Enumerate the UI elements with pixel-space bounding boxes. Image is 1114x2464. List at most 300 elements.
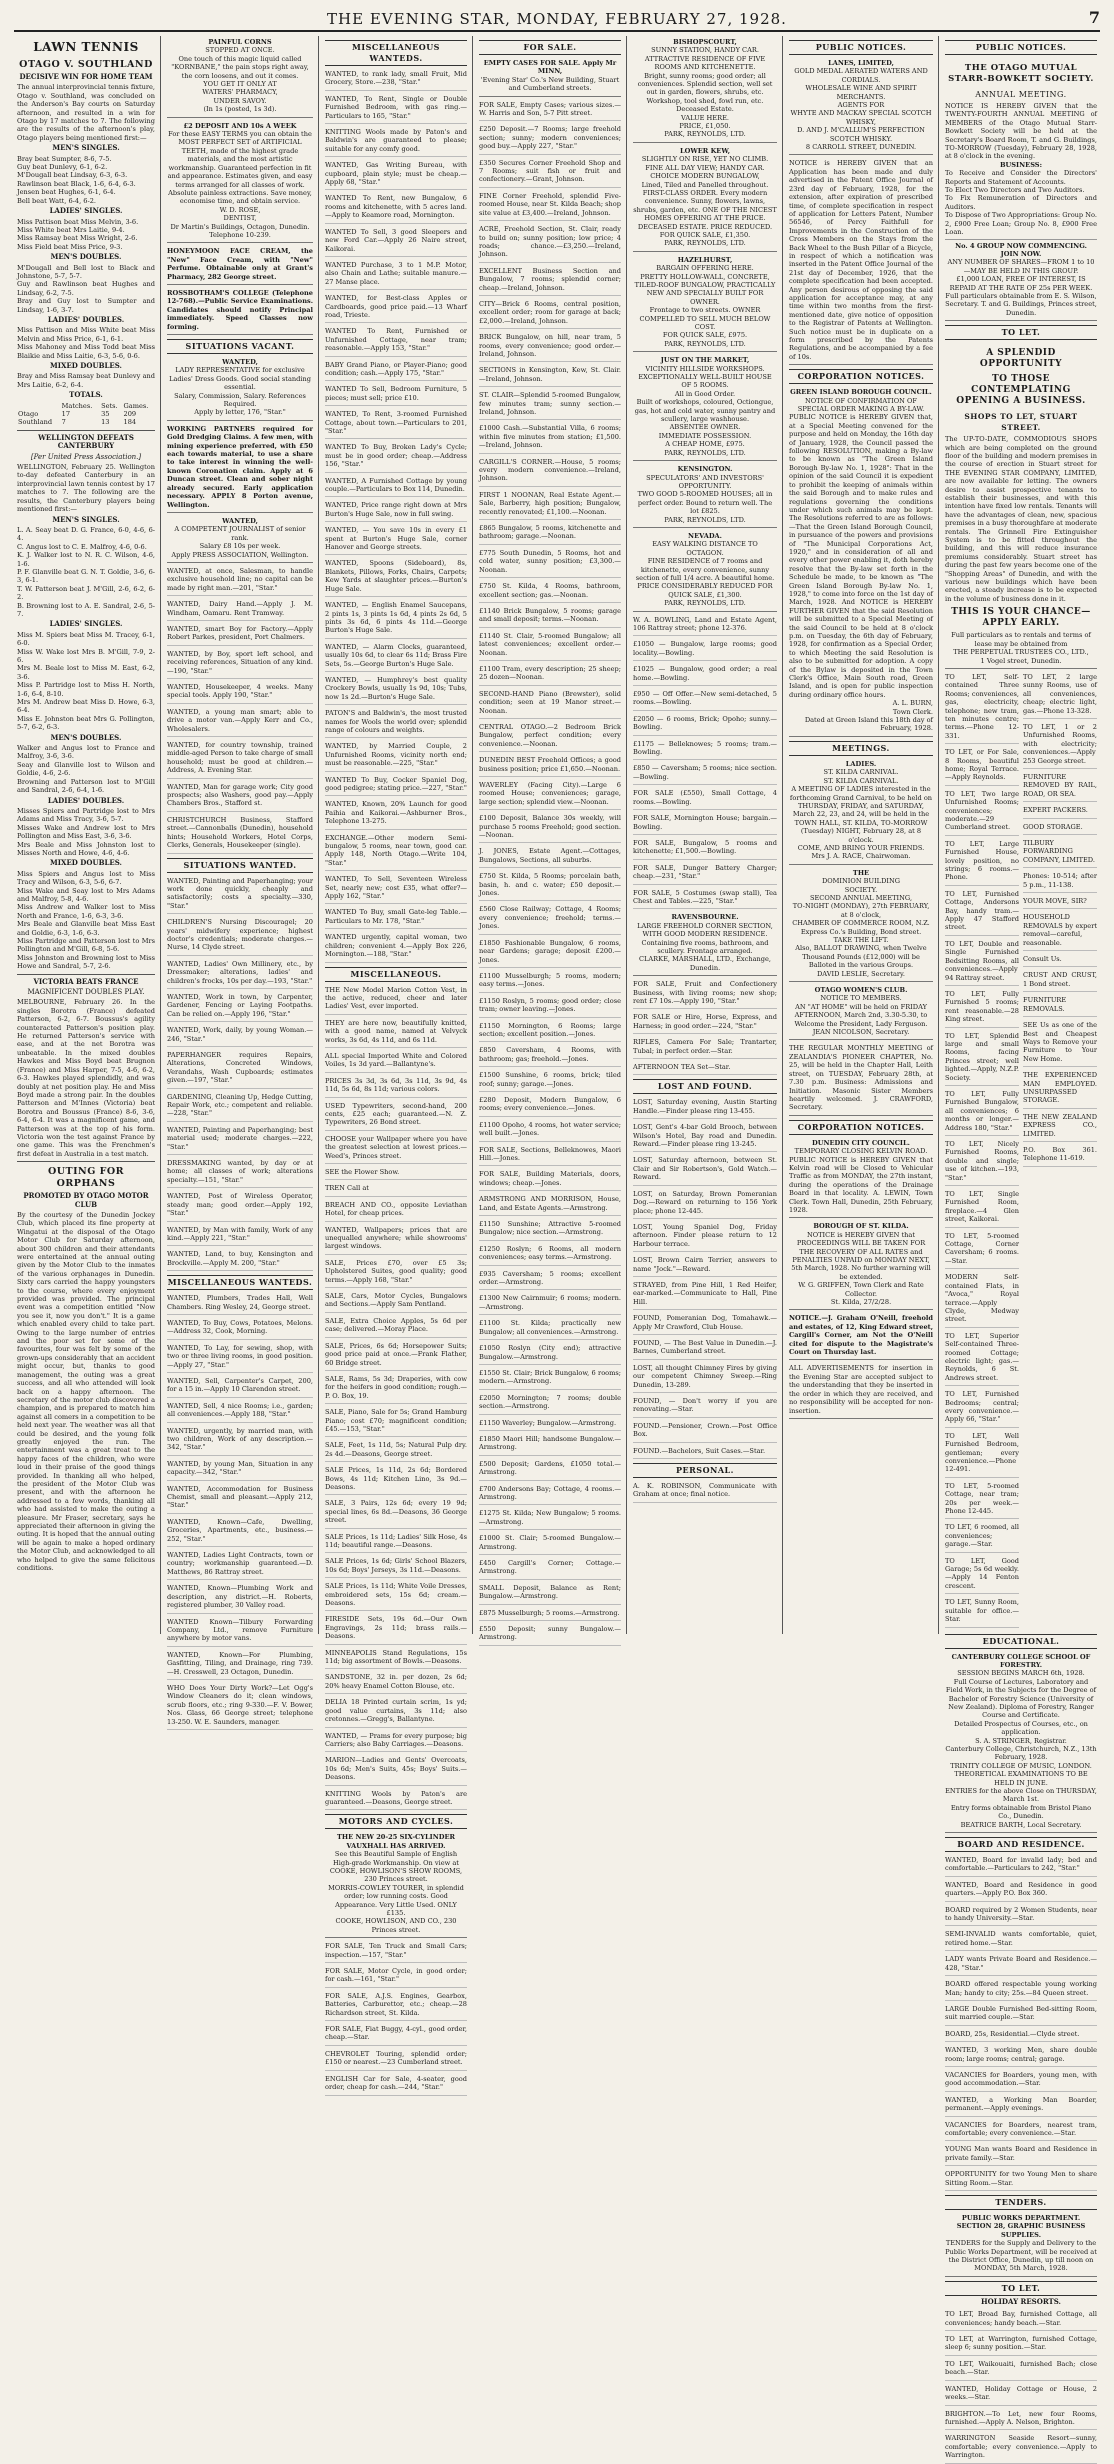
ad-working-partners xyxy=(167,423,313,513)
headline-lawn-tennis: LAWN TENNIS xyxy=(33,40,139,54)
ad-nevada xyxy=(633,530,777,612)
section-title: LADIES' DOUBLES. xyxy=(47,795,125,805)
classified-item: £560 Close Railway; Cottage, 4 Rooms; every convenience; freehold; terms.—Jones. xyxy=(479,903,621,934)
classified-item: CARGILL'S CORNER.—House, 5 rooms; every modern convenience.—Ireland, Johnson. xyxy=(479,456,621,487)
classified-item: BREACH AND CO., opposite Leviathan Hotel, for cheap prices. xyxy=(325,1199,467,1222)
classified-item: FOR SALE, Bungalow, 5 rooms and kitchenette; £1,500.—Bowling. xyxy=(633,837,777,860)
classified-item: FOR SALE, Ten Truck and Small Cars; inspection.—157, "Star." xyxy=(325,1940,467,1963)
ad-line: RAVENSBOURNE. xyxy=(671,913,739,922)
classified-item: EXCHANGE.—Other modern Semi-bungalow, 5 rooms, near town, good car. Apply 148, North Otago.—Write 104, "Star." xyxy=(325,832,467,872)
classified-item: FIRST 1 NOONAN, Real Estate Agent.—Sale, Barberry, high position; Bungalow, recently renovated; £1,100.—Noonan. xyxy=(479,489,621,520)
ad-line: TRINITY COLLEGE OF MUSIC, LONDON. xyxy=(950,1761,1092,1770)
totals-cell: 7 xyxy=(61,418,66,427)
classified-item: BOARD offered respectable young working Man; handy to city; 25s.—84 Queen street. xyxy=(945,1978,1097,2001)
result-line: Jensen beat Hughes, 6-1, 6-4. xyxy=(17,188,116,197)
ad-line: Mrs J. A. RACE, Chairwoman. xyxy=(811,852,911,861)
classified-item: SALE, Rams, 5s 3d; Draperies, with cow for the heifers in good condition; rough.—P. O. Box, 19. xyxy=(325,1373,467,1404)
masthead-title: THE EVENING STAR, MONDAY, FEBRUARY 27, 1928. xyxy=(327,10,787,28)
classified-item: FIRESIDE Sets, 19s 6d.—Our Own Engravings, 2s 11d; brass rails.—Deasons. xyxy=(325,1613,467,1644)
classified-item: £500 Deposit; Gardens, £1050 total.—Armstrong. xyxy=(479,1458,621,1481)
headline-orphans: OUTING FOR ORPHANS xyxy=(47,1166,125,1190)
result-line: Miss Field beat Miss Price, 9-3. xyxy=(17,242,123,251)
classified-item: WANTED, Price range right down at Mrs Burton's Huge Sale, now in full swing. xyxy=(325,499,467,522)
section-title: LADIES' DOUBLES. xyxy=(47,314,125,324)
ad-line: GOLD MEDAL AERATED WATERS AND CORDIALS. xyxy=(794,67,928,84)
ad-line: TO-NIGHT (MONDAY), 27th FEBRUARY, at 8 o'clock, xyxy=(792,902,930,919)
classified-item: SALE, Cars, Motor Cycles, Bungalows and Sections.—Apply Sam Pentland. xyxy=(325,1290,467,1313)
classified-item: LOST, Brown Cairn Terrier, answers to name "Jock."—Reward. xyxy=(633,1254,777,1277)
ad-line: SPECULATORS' AND INVESTORS' OPPORTUNITY. xyxy=(646,473,764,490)
classified-item: WANTED Purchase, 3 to 1 M.P. Motor, also Chain and Lathe; suitable manure.—27 Manse place. xyxy=(325,259,467,290)
ad-line: WATERS' PHARMACY, xyxy=(202,88,278,97)
ad-line: A CHEAP HOME, £975. xyxy=(665,440,745,449)
ad-line: GREEN ISLAND BOROUGH COUNCIL. xyxy=(790,388,932,397)
classified-item: £1850 Maori Hill; handsome Bungalow.—Armstrong. xyxy=(479,1433,621,1456)
result-line: Bray and Miss Ramsay beat Dunlevy and Mrs Laitie, 6-2, 6-4. xyxy=(17,372,155,389)
classified-item: TO LET, Furnished Bedrooms; central; every convenience.—Apply 66, "Star." xyxy=(945,1388,1019,1428)
ad-line: S. A. STRINGER, Registrar. xyxy=(975,1736,1067,1745)
ad-line: DOMINION BUILDING xyxy=(821,877,900,886)
classified-item: SECTIONS in Kensington, Kew, St. Clair.—Ireland, Johnson. xyxy=(479,364,621,387)
result-line: Miss Pattison beat Miss Melvin, 3-6. xyxy=(17,217,139,226)
ad-line: PARK, REYNOLDS, LTD. xyxy=(664,599,746,608)
classified-item: MINNEAPOLIS Stand Regulations, 15s 11d; big assortment of Bowls.—Deasons. xyxy=(325,1647,467,1670)
classified-item: TO LET, at Warrington, furnished Cottage, sleep 6; sunny position.—Star. xyxy=(945,2333,1097,2356)
ad-lanes-limited xyxy=(789,57,933,155)
ad-tenders xyxy=(945,2212,1097,2277)
classified-item: CITY—Brick 6 Rooms, central position, excellent order; room for garage at back; £2,000.—Ireland, Johnson. xyxy=(479,298,621,329)
classified-item: RIFLES, Camera For Sale; Trantarter, Tubal; in perfect order.—Star. xyxy=(633,1036,777,1059)
ad-line: DUNEDIN CITY COUNCIL. xyxy=(812,1138,910,1147)
ad-kensington xyxy=(633,463,777,528)
classified-item: WANTED, for country township, trained middle-aged Person to take charge of small household; must be good at children.—Address, A. Evening Star. xyxy=(167,739,313,779)
ad-line: PARK, REYNOLDS, LTD. xyxy=(664,239,746,248)
classified-item: £1550 St. Clair; Brick Bungalow, 6 rooms; modern.—Armstrong. xyxy=(479,1367,621,1390)
heading-situations-vacant: SITUATIONS VACANT. xyxy=(167,339,313,354)
ad-line: COME, AND BRING YOUR FRIENDS. xyxy=(797,843,925,852)
classified-item: WARRINGTON Seaside Resort—sunny, comfortable; every convenience.—Apply to Warrington. xyxy=(945,2432,1097,2463)
result-line: Misses Spiers and Partridge lost to Mrs Adams and Miss Tracy, 3-6, 5-7. xyxy=(17,806,155,824)
ad-line: 230 Princes street. xyxy=(364,1875,428,1884)
classified-item: LOST, all thought Chimney Fires by giving our competent Chimney Sweep.—Ring Dunedin, 13-289. xyxy=(633,1362,777,1393)
result-line: Miss P. Partridge lost to Miss H. North, 1-6, 6-4, 8-10. xyxy=(17,681,155,698)
ad-line: TAKE THE LIFT. xyxy=(833,936,889,944)
ad-line: Full Course of Lectures, Laboratory and Field Work, in the Subjects for the Degree of Bachelor of Forestry Science (University of New Zealand). Diploma of Forestry, Ranger Course and Certificate. xyxy=(945,1677,1097,1720)
classified-item: FOUND.—Pensioner, Crown.—Post Office Box. xyxy=(633,1420,777,1443)
classified-item: BRICK Bungalow, on hill, near tram, 5 rooms, every convenience; good order.—Ireland, Johnson. xyxy=(479,331,621,362)
classified-item: J. JONES, Estate Agent.—Cottages, Bungalows, Sections, all suburbs. xyxy=(479,845,621,868)
totals-cell: 35 xyxy=(101,410,110,419)
classified-item: LARGE Double Furnished Bed-sitting Room, suit married couple.—Star. xyxy=(945,2003,1097,2026)
column-rule xyxy=(782,36,783,1634)
totals-cell: 184 xyxy=(123,418,137,427)
ad-just-on-market xyxy=(633,354,777,461)
classified-item: WANTED, Sell, Carpenter's Carpet, 200, for a 15 in.—Apply 10 Clarendon street. xyxy=(167,1375,313,1398)
classified-item: £1100 Opoho, 4 rooms, hot water service; well built.—Jones. xyxy=(479,1119,621,1142)
ad-line: BOROUGH OF ST. KILDA. xyxy=(813,1222,909,1231)
classified-item: WANTED, — You save 10s in every £1 spent at Burton's Huge Sale, corner Hanover and George streets. xyxy=(325,524,467,555)
totals-cell: 17 xyxy=(61,410,71,419)
classified-item: CRUST AND CRUST, 1 Bond street. xyxy=(1023,969,1097,992)
section-title: MIXED DOUBLES. xyxy=(50,858,122,868)
ad-line: CANTERBURY COLLEGE SCHOOL OF FORESTRY. xyxy=(951,1652,1091,1669)
ad-line: LARGE FREEHOLD CORNER SECTION, WITH GOOD MODERN RESIDENCE. xyxy=(637,921,773,939)
classified-item: £950 — Off Offer.—New semi-detached, 5 rooms.—Bowling. xyxy=(633,688,777,711)
classified-item: WANTED, Gas Writing Bureau, with cupboard, plain style; must be cheap.—Apply 68, "Star." xyxy=(325,159,467,190)
ad-educational xyxy=(945,1651,1097,1834)
classified-item: TO LET, Fully Furnished Bungalow, all conveniences; 6 months or longer.—Address 180, "Star." xyxy=(945,1088,1019,1136)
heading-misc-wanteds: MISCELLANEOUS WANTEDS. xyxy=(325,40,467,66)
classified-list xyxy=(945,671,1019,1630)
classified-item: GOOD STORAGE. xyxy=(1023,821,1097,835)
classified-item: ACRE, Freehold Section, St. Clair, ready to build on; sunny position; low price; 4 roads; chance.—£3,250.—Ireland, Johnson. xyxy=(479,223,621,263)
chance-heading: THIS IS YOUR CHANCE—APPLY EARLY. xyxy=(951,607,1091,629)
classified-item: Phones: 10-514; after 5 p.m., 11-138. xyxy=(1023,870,1097,893)
section-title: MEN'S DOUBLES. xyxy=(50,732,122,742)
heading-public-notices: PUBLIC NOTICES. xyxy=(945,40,1097,55)
result-line: Browning and Patterson lost to M'Gill and Sandral, 2-6, 6-4, 1-6. xyxy=(17,777,155,795)
classified-item: WANTED To Buy, small Gate-leg Table.—Particulars to Mr. 178, "Star." xyxy=(325,906,467,929)
classified-item: THEY are here now, beautifully knitted, with a good name, named at Velvyck works, 3s 6d, 4s 11d, and 6s 11d. xyxy=(325,1017,467,1048)
classified-item: SALE Prices, 1s 11d; Ladies' Silk Hose, 4s 11d; beautiful range.—Deasons. xyxy=(325,1531,467,1554)
classified-item: FOR SALE, A.J.S. Engines, Gearbox, Batteries, Carburettor, etc.; cheap.—28 Richardson street, St. Kilda. xyxy=(325,1990,467,2021)
signature-line: Town Clerk. xyxy=(892,707,933,716)
classified-item: MODERN Self-contained Flats, in "Avoca," Royal terrace.—Apply Clyde, Medway street. xyxy=(945,1271,1019,1327)
classified-item: VACANCIES for Boarders, young men, with good accommodation.—Star. xyxy=(945,2069,1097,2092)
ad-line: W. D. ROSE, xyxy=(219,205,261,214)
classified-item: £350 Secures Corner Freehold Shop and 7 Rooms; suit fish or fruit and confectionery.—Grant, Johnson. xyxy=(479,157,621,188)
classified-item: TO LET, Waikouaiti, furnished Bach; close beach.—Star. xyxy=(945,2358,1097,2381)
column-2 xyxy=(162,36,318,1726)
classified-item: WANTED, Known—Plumbing Work and description, any district.—H. Roberts, registered plumber, 30 Valley road. xyxy=(167,1582,313,1613)
classified-item: TO LET, Large Furnished House, lovely position, no strings; 6 rooms.—Phone. xyxy=(945,838,1019,886)
group-line: JOIN NOW. xyxy=(1000,249,1042,258)
heading-public-notices: PUBLIC NOTICES. xyxy=(789,40,933,55)
classified-item: WANTED To Sell, Bedroom Furniture, 5 pieces; must sell; price £10. xyxy=(325,383,467,406)
ad-line: SECOND ANNUAL MEETING, xyxy=(809,893,913,902)
classified-item: £1150 Waverley; Bungalow.—Armstrong. xyxy=(479,1417,621,1431)
ad-line: Salary £8 10s per week. xyxy=(199,542,281,551)
classified-item: FOUND, — The Best Value in Dunedin.—J. Barnes, Cumberland street. xyxy=(633,1337,777,1360)
totals-head: Games. xyxy=(123,401,149,410)
classified-item: WANTED, Dairy Hand.—Apply J. M. Windham, Oamaru. Rent Tramway. xyxy=(167,598,313,621)
classified-item: LOST, on Saturday, Brown Pomeranian Dog.—Reward on returning to 156 York place; phone 12-445. xyxy=(633,1188,777,1219)
classified-item: THE EXPERIENCED MAN EMPLOYED. UNSURPASSED STORAGE. xyxy=(1023,1069,1097,1109)
classified-item: BABY Grand Piano, or Player-Piano; good condition; cash.—Apply 175, "Star." xyxy=(325,359,467,382)
result-line: Miss White beat Mrs Laitie, 9-4. xyxy=(17,225,125,234)
classified-item: £1100 Musselburgh; 5 rooms, modern; easy terms.—Jones. xyxy=(479,970,621,993)
ad-line: Also, BALLOT DRAWING, when Twelve Thousand Pounds (£12,000) will be Balloted in the various Groups. xyxy=(795,944,927,970)
ad-line: SLIGHTLY ON RISE, YET NO CLIMB. FINE ALL DAY VIEW; HANDY CAR. CHOICE MODERN BUNGALOW, xyxy=(641,155,769,181)
classified-item: WANTED, Known—For Plumbing, Gasfitting, Tiling, and Drainage, ring 739.—H. Cresswell, 23 Octagon, Dunedin. xyxy=(167,1649,313,1680)
ad-line: ATTRACTIVE RESIDENCE OF FIVE ROOMS AND KITCHENETTE. xyxy=(644,54,766,72)
result-line: L. A. Seay beat D. G. France, 6-0, 4-6, 6-4. xyxy=(17,525,155,543)
classified-item: PATON'S and Baldwin's, the most trusted names for Wools the world over; splendid range of colours and weights. xyxy=(325,707,467,738)
ad-line: TWO GOOD 5-ROOMED HOUSES; all in perfect order. Bound to return well. The lot £825. xyxy=(637,490,773,516)
signature-line: Dated at Green Island this 18th day of February, 1928. xyxy=(804,716,933,733)
result-line: Miss Johnston and Browning lost to Miss Howe and Sandral, 5-7, 2-6. xyxy=(17,953,155,971)
classified-item: EXPERT PACKERS. xyxy=(1023,804,1097,818)
classified-item: FINE Corner Freehold, splendid Five-roomed House, near St. Kilda Beach; shop site value at £3,400.—Ireland, Johnson. xyxy=(479,190,621,221)
ad-line: 'Evening Star' Co.'s New Building, Stuart and Cumberland streets. xyxy=(480,75,620,93)
classified-item: CHEVROLET Touring, splendid order; £150 or nearest.—23 Cumberland street. xyxy=(325,2048,467,2071)
ad-line: NOTICE is HEREBY GIVEN that PROCEEDINGS WILL BE TAKEN FOR THE RECOVERY OF ALL RATES and PENALTIES UNPAID on MONDAY NEXT, 5th March, 1928. No further warning will be extended. xyxy=(791,1230,931,1281)
headline-victoria: VICTORIA BEATS FRANCE xyxy=(33,976,139,986)
classified-item: £1140 Brick Bungalow, 5 rooms; garage and small deposit; terms.—Noonan. xyxy=(479,605,621,628)
classified-item: FOR SALE, Fruit and Confectionery Business, with living rooms; new shop; rent £7 10s.—Apply 190, "Star." xyxy=(633,978,777,1009)
notice-patent xyxy=(789,157,933,365)
classified-list xyxy=(945,2308,1097,2463)
classified-item: £850 Caversham, 4 Rooms, with bathroom; gas; freehold.—Jones. xyxy=(479,1044,621,1067)
classified-item: WANTED, by Man with family, Work of any kind.—Apply 221, "Star." xyxy=(167,1224,313,1247)
classified-item: SECOND-HAND Piano (Brewster), solid condition; seen at 19 Manor street.—Noonan. xyxy=(479,688,621,719)
ad-line: TEMPORARY CLOSING KELVIN ROAD. xyxy=(794,1147,928,1156)
ad-line: See this Beautiful Sample of English High-grade Workmanship. On view at xyxy=(333,1850,459,1867)
ad-line: Detailed Prospectus of Courses, etc., on application. xyxy=(954,1719,1088,1737)
ad-line: Built of workshops, coloured, Octiongue, gas, hot and cold water, sunny pantry and scullery, large washhouse. xyxy=(634,398,776,424)
notice-st-kilda-rates xyxy=(789,1220,933,1310)
classified-item: £1000 St. Clair; 5-roomed Bungalow.—Armstrong. xyxy=(479,1532,621,1555)
classified-item: SEE Us as one of the Best and Cheapest Ways to Remove your Furniture to Your New Home. xyxy=(1023,1019,1097,1067)
ad-line: One touch of this magic liquid called "KORNBANE," the pain stops right away, the corn loosens, and out it comes. xyxy=(171,54,309,80)
classified-item: FOR SALE, Motor Cycle, in good order; for cash.—161, "Star." xyxy=(325,1965,467,1988)
classified-item: P.O. Box 361. Telephone 11-619. xyxy=(1023,1144,1097,1167)
classified-item: WANTED, To Buy, Cows, Potatoes, Melons.—Address 32, Cook, Morning. xyxy=(167,1317,313,1340)
totals-head: Sets. xyxy=(101,401,118,410)
classified-item: £1140 St. Clair, 5-roomed Bungalow; all latest conveniences; excellent order.—Noonan. xyxy=(479,630,621,661)
classified-item: £1250 Roslyn; 6 Rooms, all modern conveniences; easy terms.—Armstrong. xyxy=(479,1243,621,1266)
classified-item: GARDENING, Cleaning Up, Hedge Cutting, Repair Work, etc.; competent and reliable.—228, "Star." xyxy=(167,1091,313,1122)
classified-item: WANTED, To Lay, for sewing, shop, with two or three living rooms, in good position.—Apply 27, "Star." xyxy=(167,1342,313,1373)
ad-line: Canterbury College, Christchurch, N.Z., 13th February, 1928. xyxy=(945,1744,1097,1762)
totals-head xyxy=(17,402,61,410)
group-line: ANY NUMBER OF SHARES—FROM 1 to 10—MAY BE HELD IN THIS GROUP. xyxy=(947,258,1095,275)
ad-line: AGENTS FOR xyxy=(837,101,885,110)
classified-item: WANTED, at once, Salesman, to handle exclusive household line; no capital can be made by right man.—201, "Star." xyxy=(167,565,313,596)
ad-line: A COMPETENT JOURNALIST of senior rank. xyxy=(174,525,306,542)
ad-line: CHAMBER OF COMMERCE ROOM, N.Z. Express Co.'s Building, Bond street. xyxy=(792,919,930,936)
orphans-article: By the courtesy of the Dunedin Jockey Club, which placed its fine property at Wingatui at the disposal of the Otago Motor Club for Saturday afternoon, about 300 children and their attendants were entertained at the annual outing given by the Motor Club to the inmates of the various orphanages in Dunedin. Sixty cars carried the happy youngsters to the course, where every enjoyment provided was provided. The principal event was a competition entitled "Now you see it, now you don't." It is a game which enabled every child to take part. Owing to the large number of entries and the poor set for some of the favourites, four was felt by some of the grown-ups considerably that an accident might occur, but, thanks to good management, the outing was a great success, and all who attended will look back on a happy afternoon. The secretary of the motor club discovered a champion, and is prepared to match him against all comers in a competition to be held next year. The weather was all that could be desired, and the young folk greatly enjoyed the run. The entertainment was a great treat to the happy faces of the children, who were loud in their praise of the good things provided. In thanking all who helped, the president of the Motor Club was present, and with the afternoon he addressed to a few words, thanking all who had assisted to make the outing a pleasure. Mr Fraser, secretary, says he appreciated their afternoon in giving the outing. It is hoped that the annual outing will be again to make a hoped ordinary the Motor Club, and acknowledged to all who helped to give the same felicitous conditions. xyxy=(17,1210,155,1573)
classified-item: FOUND, Pomeranian Dog, Tomahawk.—Apply Mr Crawford, Club House. xyxy=(633,1312,777,1335)
classified-item: ENGLISH Car for Sale, 4-seater, good order, cheap for cash.—244, "Star." xyxy=(325,2073,467,2096)
classified-item: TO LET, Sunny Room, suitable for office.—Star. xyxy=(945,1596,1019,1627)
result-line: Miss Mahoney and Miss Todd beat Miss Blaikie and Miss Laitie, 6-3, 5-6, 0-6. xyxy=(17,343,155,360)
ad-line: FOR QUICK SALE, £975. xyxy=(662,331,748,340)
classified-item: WANTED, 3 working Men, share double room; large rooms; central; garage. xyxy=(945,2044,1097,2067)
classified-item: W. A. BOWLING, Land and Estate Agent, 106 Rattray street; phone 12-376. xyxy=(633,614,777,637)
result-line: P. F. Glanville beat G. N. T. Goldie, 3-6, 6-3, 6-1. xyxy=(17,567,155,585)
ad-line: Bright, sunny rooms; good order; all conveniences. Splendid section, well set out in garden, flowers, shrubs, etc. Workshop, tool shed, fowl run, etc. xyxy=(637,71,773,105)
group-line: No. 4 GROUP NOW COMMENCING. xyxy=(955,241,1087,250)
result-line: M'Dougall beat Lindsay, 6-3, 6-3. xyxy=(17,171,128,180)
ad-line: STOPPED AT ONCE. xyxy=(205,46,275,55)
business-line: To Receive and Consider the Directors' Reports and Statement of Accounts. xyxy=(945,169,1097,186)
classified-item: WANTED, Known—Cafe, Dwelling, Groceries, Apartments, etc., business.—252, "Star." xyxy=(167,1516,313,1547)
classified-item: WANTED, Holiday Cottage or House, 2 weeks.—Star. xyxy=(945,2383,1097,2406)
group-line: £1,000 LOAN, FREE OF INTEREST, IS REPAID AT THE RATE OF 25s PER WEEK. xyxy=(949,275,1093,292)
ad-line: CLARKE, MARSHALL, LTD., Exchange, Dunedin. xyxy=(639,955,771,972)
classified-item: FOUND.—Bachelors, Suit Cases.—Star. xyxy=(633,1445,777,1459)
ad-line: WANTED, xyxy=(222,358,258,366)
notice-text: THE REGULAR MONTHLY MEETING of ZEALANDIA'S PIONEER CHAPTER, No. 25, will be held in the Chapter Hall, Leith street, on TUESDAY, February 28th, at 7.30 p.m. Business: Admissions and Initiation. Masonic Sister Members heartily welcomed. J. CRAWFORD, Secretary. xyxy=(789,1044,933,1112)
ad-line: WANTED, xyxy=(222,516,258,525)
result-line: Miss Spiers and Angus lost to Miss Tracy and Wilson, 6-3, 5-6, 6-7. xyxy=(17,869,155,887)
classified-item: WANTED, Ladies' Own Millinery, etc., by Dressmaker; alterations, ladies' and children's frocks, 10s per day.—193, "Star." xyxy=(167,958,313,989)
notice-starr-bowkett xyxy=(945,57,1097,321)
notice-text: PUBLIC NOTICE is HEREBY GIVEN that, at a Special Meeting convened for the purpose and held on Monday, the 16th day of January, 1928, the Council passed the following RESOLUTION, making a By-law to be known as "The Green Island Borough By-law No. 1, 1928": That in the opinion of the said Council it is expedient to prohibit the keeping of animals within the said Borough and to make rules and regulations governing the conditions under which such animals may be kept. The Resolutions referred to are as follows:—That the Green Island Borough Council, in pursuance of the powers and provisions of "The Municipal Corporations Act, 1920," and in consideration of all and every other power enabling it, doth hereby resolve that the By-law set forth in the Schedule be made, to be known as "The Green Island Borough By-law No. 1, 1928," to come into force on the 1st day of March, 1928. And NOTICE is HEREBY FURTHER GIVEN that the said Resolution will be submitted to a Special Meeting of the said Council to be held at 8 o'clock p.m. on Tuesday, the 6th day of February, 1928, for confirmation as a Special Order, to which Meeting the said Resolution is also to be submitted for adoption. A copy of the Bylaw is deposited in the Town Clerk's Office, Main South road, Green Island, and is open for public inspection during ordinary office hours. xyxy=(789,413,933,699)
ad-painful-corns xyxy=(167,36,313,118)
classified-item: £2050 Mornington; 7 rooms; double section.—Armstrong. xyxy=(479,1392,621,1415)
subhead-motor-club: PROMOTED BY OTAGO MOTOR CLUB xyxy=(23,1191,149,1209)
classified-item: WANTED, To Sell, Seventeen Wireless Set, nearly new; cost £35, what offer?—Apply 162, "Star." xyxy=(325,873,467,904)
totals-cell: 13 xyxy=(101,418,110,427)
result-line: Miss Pattison and Miss White beat Miss Melvin and Miss Price, 6-1, 6-1. xyxy=(17,326,155,343)
classified-item: £1000 Cash.—Substantial Villa, 6 rooms; within five minutes from station; £1,500.—Ireland, Johnson. xyxy=(479,422,621,453)
ad-line: NOTICE.—J. Graham O'Neill, freehold and estates, of 12, King Edward street, Cargill's Corner, am Not the O'Neill cited for dispute to the Magistrate's Court on Thursday last. xyxy=(789,1314,933,1357)
classified-item: WANTED, Work in town, by Carpenter, Gardener, Fencing or Laying Footpaths. Can be relied on.—Apply 196, "Star." xyxy=(167,991,313,1022)
ad-line: NEVADA. xyxy=(688,531,722,540)
ad-line: EMPTY CASES FOR SALE. Apply Mr MINN, xyxy=(483,59,617,76)
ad-line: DENTIST, xyxy=(223,214,257,223)
classified-item: £875 Musselburgh; 5 rooms.—Armstrong. xyxy=(479,1607,621,1621)
notice-st-kilda-carnival xyxy=(789,758,933,865)
result-line: C. Angus lost to C. E. Malfroy, 4-6, 0-6. xyxy=(17,542,147,551)
classified-item: WANTED, by Boy, sport left school, and receiving references, Situation of any kind.—190, "Star." xyxy=(167,648,313,679)
society-title: ANNUAL MEETING. xyxy=(975,90,1067,99)
classified-item: TO LET, 6 roomed, all conveniences; garage.—Star. xyxy=(945,1521,1019,1552)
result-line: Miss W. Wake lost Mrs B. M'Gill, 7-9, 2-6. xyxy=(17,647,155,664)
classified-item: £1850 Fashionable Bungalow, 6 rooms, near Gardens; garage; deposit £200.—Jones. xyxy=(479,937,621,968)
classified-item: £550 Deposit; sunny Bungalow.—Armstrong. xyxy=(479,1623,621,1646)
ad-line: ABSENTEE OWNER. xyxy=(669,423,741,432)
classified-item: £1500 Sunshine, 6 rooms, brick; tiled roof; sunny; garage.—Jones. xyxy=(479,1069,621,1092)
heading-tenders: TENDERS. xyxy=(945,2195,1097,2210)
classified-item: LOST, Young Spaniel Dog, Friday afternoon. Finder please return to 12 Harbour terrace. xyxy=(633,1221,777,1252)
headline-wellington: WELLINGTON DEFEATS CANTERBURY xyxy=(38,432,134,451)
classified-item: WANTED, To Rent, Single or Double Furnished Bedroom, with gas ring.—Particulars to 165, "Star." xyxy=(325,93,467,124)
notice-womens-club xyxy=(789,984,933,1040)
group-line: Full particulars obtainable from E. S. Wilson, Secretary. T. and G. Buildings, Princes street, Dunedin. xyxy=(945,291,1097,317)
results-sections xyxy=(17,144,155,389)
classified-item: WANTED Known—Tilbury Forwarding Company, Ltd., remove Furniture anywhere by motor vans. xyxy=(167,1616,313,1647)
classified-item: WANTED, Accommodation for Business Chemist, small and pleasant.—Apply 212, "Star." xyxy=(167,1483,313,1514)
result-line: Seay and Glanville lost to Wilson and Goldie, 4-6, 2-6. xyxy=(17,760,155,778)
ad-line: DAVID LESLIE, Secretary. xyxy=(816,969,905,978)
classified-item: WANTED, Wallpapers; prices that are unequalled anywhere; while showrooms' largest windows. xyxy=(325,1224,467,1255)
section-title: MEN'S SINGLES. xyxy=(52,514,120,524)
classified-item: DELIA 18 Printed curtain scrim, 1s yd; good value curtains, 3s 11d; also cretonnes.—Gregg's, Ballantyne. xyxy=(325,1696,467,1727)
result-line: Bell beat Watt, 6-4, 6-2. xyxy=(17,196,97,205)
ad-line: MORRIS-COWLEY TOURER, in splendid order; low running costs. Good Appearance. Very Little Used. ONLY £135. xyxy=(328,1883,464,1917)
classified-list xyxy=(167,565,313,854)
classified-item: TO LET, 5-roomed Cottage, Corner Caversham; 6 rooms.—Star. xyxy=(945,1230,1019,1270)
classified-item: £865 Bungalow, 5 rooms, kitchenette and bathroom; garage.—Noonan. xyxy=(479,522,621,545)
ad-line: WORKING PARTNERS required for Gold Dredging Claims. A few men, with mining experience preferred, with £50 each towards material, to use a share to take interest in winning the well-known Coronation claim. Apply at 6 Duncan street. Clean and sober night already secured. Early application necessary. APPLY 8 Porton avenue, Wellington. xyxy=(167,424,313,509)
page-number: 7 xyxy=(1088,8,1100,27)
classified-item: WANTED, — Humphrey's best quality Crockery Bowls, usually 1s 9d, 10s; Tubs, now 1s 2d.—Burton's Huge Sale. xyxy=(325,674,467,705)
classified-item: PRICES 3s 3d, 3s 6d, 3s 11d, 3s 9d, 4s 11d, 5s 6d, 8s 11d; various colors. xyxy=(325,1075,467,1098)
classified-item: £935 Caversham; 5 rooms; excellent order.—Armstrong. xyxy=(479,1268,621,1291)
column-7 xyxy=(940,36,1102,2460)
classified-item: TO LET, Superior Self-contained Three-roomed Cottage; electric light; gas.—Reynolds, 6 St. Andrews street. xyxy=(945,1330,1019,1386)
ad-dentist xyxy=(167,120,313,244)
classified-item: FURNITURE REMOVED BY RAIL, ROAD, OR SEA. xyxy=(1023,771,1097,802)
classified-item: WANTED To Rent, Furnished or Unfurnished Cottage, near tram; reasonable.—Apply 153, "Star." xyxy=(325,325,467,356)
classified-item: TO LET, Well Furnished Bedroom, gentleman; every convenience.—Phone 12-491. xyxy=(945,1430,1019,1478)
heading-corporation-notices: CORPORATION NOTICES. xyxy=(789,1120,933,1135)
signature-line: A. L. BURN, xyxy=(892,699,933,708)
classified-item: TO LET, 2 large sunny Rooms, use of all conveniences, cheap; electric light, gas.—Phone 13-328. xyxy=(1023,671,1097,719)
classified-item: SALE, Feet, 1s 11d, 5s; Natural Pulp dry. 2s 4d.—Deasons, George street. xyxy=(325,1439,467,1462)
classified-item: SALE Prices, 1s 11d; White Voile Dresses, embroidered sets, 15s 6d; cream.—Deasons. xyxy=(325,1580,467,1611)
notice-text: PUBLIC NOTICE is HEREBY GIVEN that Kelvin road will be Closed to Vehicular Traffic as from MONDAY, the 27th instant, during the operations of the Drainage Board in that locality. A. LEWIN, Town Clerk. Town Hall, Dunedin, 25th February, 1928. xyxy=(789,1155,933,1214)
classified-item: WANTED, Man for garage work; City good prospects; also Washers, good pay.—Apply Chambers Bros., Stafford st. xyxy=(167,781,313,812)
ad-line: For these EASY TERMS you can obtain the MOST PERFECT SET of ARTIFICIAL TEETH, made of the highest grade materials, and the most artistic workmanship. Guaranteed perfection in fit and appearance. Estimates given, and easy terms arranged for all classes of work. xyxy=(167,130,313,189)
notice-text: The UP-TO-DATE, COMMODIOUS SHOPS which are being completed on the ground floor of the building and modern premises in the course of erection in Stuart street for THE EVENING STAR COMPANY, LIMITED, are now available for letting. The owners desire to assist prospective tenants to establish their businesses, and with this intention have fixed low rentals. Tenants will have the advantages of clean, new, spacious premises in a busy thoroughfare at moderate rentals. The Grinnell Fire Extinguisher System is to be fitted throughout the building, and this will reduce insurance premiums considerably. Stuart street has during the past few years become one of the "Shopping Areas" of Dunedin, and with the various new buildings which have been erected, a steady increase is to be expected in the volume of business done in it. xyxy=(945,435,1097,603)
classified-list xyxy=(633,1480,777,1503)
classified-item: WANTED, to rank lady, small Fruit, Mid Grocery, Store.—238, "Star." xyxy=(325,68,467,91)
ad-line: THEORETICAL EXAMINATIONS TO BE HELD IN JUNE. xyxy=(954,1770,1088,1787)
classified-item: WANTED, Spoons (Sideboard), 8s, Blankets, Pillows, Forks, Chairs, Carpets; Kew Yards at slaughter prices.—Burton's Huge Sale. xyxy=(325,557,467,597)
totals-cell: Southland xyxy=(18,418,53,427)
classified-item: SALE, Prices £70, over £5 3s; Upholstered Suites, good quality; good terms.—Apply 168, "Star." xyxy=(325,1257,467,1288)
classified-item: TO LET, Nicely Furnished Rooms, double and single; use of kitchen.—193, "Star." xyxy=(945,1138,1019,1186)
classified-list xyxy=(325,68,467,963)
ad-line: A MEETING OF LADIES interested in the forthcoming Grand Carnival, to be held on THURSDAY, FRIDAY, and SATURDAY, March 22, 23, and 24, will be held in the TOWN HALL, ST. KILDA, TO-MORROW (Tuesday) NIGHT, February 28, at 8 o'clock. xyxy=(789,785,933,844)
classified-list xyxy=(167,1292,313,1730)
totals-cell: 209 xyxy=(123,410,137,419)
result-line: Miss Wake and Seay lost to Mrs Adams and Malfroy, 5-8, 4-6. xyxy=(17,886,155,903)
ad-line: BEATRICE BARTH, Local Secretary. xyxy=(960,1820,1082,1829)
ad-line: Containing five rooms, bathroom, and scullery. Frontage arranged. xyxy=(641,938,769,955)
chance-line: 1 Vogel street, Dunedin. xyxy=(980,656,1062,665)
column-6 xyxy=(784,36,938,1634)
classified-item: SALE, Extra Choice Apples, 5s 6d per case; delivered.—Moray Place. xyxy=(325,1315,467,1338)
ad-line: HAZELHURST, xyxy=(677,255,733,264)
classified-item: WANTED, — English Enamel Saucepans, 2 pints 1s, 3 pints 1s 6d, 4 pints 2s 6d, 5 pints 3s 6d, 6 pints 4s 11d.—George Burton's Huge Sale. xyxy=(325,599,467,639)
ad-empty-cases xyxy=(479,57,621,97)
ad-lower-kew xyxy=(633,145,777,252)
classified-item: CHOOSE your Wallpaper where you have the greatest selection at lowest prices.—Weed's, Princes street. xyxy=(325,1133,467,1164)
classified-item: £100 Deposit, Balance 30s weekly, will purchase 5 rooms Freehold; good section.—Noonan. xyxy=(479,812,621,843)
result-line: Miss Andrew and Walker lost to Miss North and France, 1-6, 6-3, 3-6. xyxy=(17,903,155,920)
classified-item: SALE, Prices, 6s 6d; Horsepower Suits; good price paid at once.—Frank Flather, 60 Bridge street. xyxy=(325,1340,467,1371)
ad-journalist xyxy=(167,515,313,563)
classified-item: Consult Us. xyxy=(1023,953,1097,967)
masthead xyxy=(14,6,1100,32)
tolet-heading: TO THOSE CONTEMPLATING OPENING A BUSINESS. xyxy=(956,374,1086,407)
ad-line: Deceased Estate. xyxy=(676,105,734,114)
ad-lady-rep xyxy=(167,356,313,421)
totals-head: Matches. xyxy=(61,401,93,410)
ad-line: Lined, Tiled and Panelled throughout. FIRST-CLASS ORDER. Every modern convenience. Sunny, flowers, lawns, shrubs, garden, etc. ONE OF THE NICEST HOMES OFFERING AT THE PRICE. xyxy=(633,180,777,223)
classified-item: TO LET, 5-roomed Cottage, near tram; 20s per week.—Phone 12-445. xyxy=(945,1480,1019,1520)
classified-item: £1050 Roslyn (City end); attractive Bungalow.—Armstrong. xyxy=(479,1342,621,1365)
classified-item: SALE Prices, 1s 6d; Girls' School Blazers, 10s 6d; Boys' Jerseys, 3s 11d.—Deasons. xyxy=(325,1555,467,1578)
classified-item: SALE, 3 Pairs, 12s 6d; every 19 9d; special lines, 6s 8d.—Deasons, 36 George street. xyxy=(325,1497,467,1528)
classified-item: WHO Does Your Dirty Work?—Let Ogg's Window Cleaners do it; clean windows, scrub floors, etc.; ring 9-330.—F. V. Bower, Nos. Glass, 66 George street; telephone 13-250. W. E. Saunders, manager. xyxy=(167,1682,313,1730)
ad-line: VICINITY HILLSIDE WORKSHOPS. xyxy=(645,364,765,373)
classified-item: OPPORTUNITY for two Young Men to share Sitting Room.—Star. xyxy=(945,2168,1097,2191)
heading-misc-wanteds: MISCELLANEOUS WANTEDS. xyxy=(167,1275,313,1290)
heading-for-sale: FOR SALE. xyxy=(479,40,621,55)
classified-item: WANTED, Board for invalid lady; bed and comfortable.—Particulars to 242, "Star." xyxy=(945,1854,1097,1877)
classified-item: WANTED To Buy, Cocker Spaniel Dog, good pedigree; stating price.—227, "Star." xyxy=(325,774,467,797)
ad-line: HONEYMOON FACE CREAM, the "New" Face Cream, with "New" Perfume. Obtainable only at Grant's Pharmacy, 282 George street. xyxy=(167,247,313,281)
column-rule xyxy=(938,36,939,1634)
classified-item: TO LET, Single Furnished Room, fireplace.—4 Glen street, Kaikorai. xyxy=(945,1188,1019,1228)
section-title: MEN'S SINGLES. xyxy=(52,143,120,153)
